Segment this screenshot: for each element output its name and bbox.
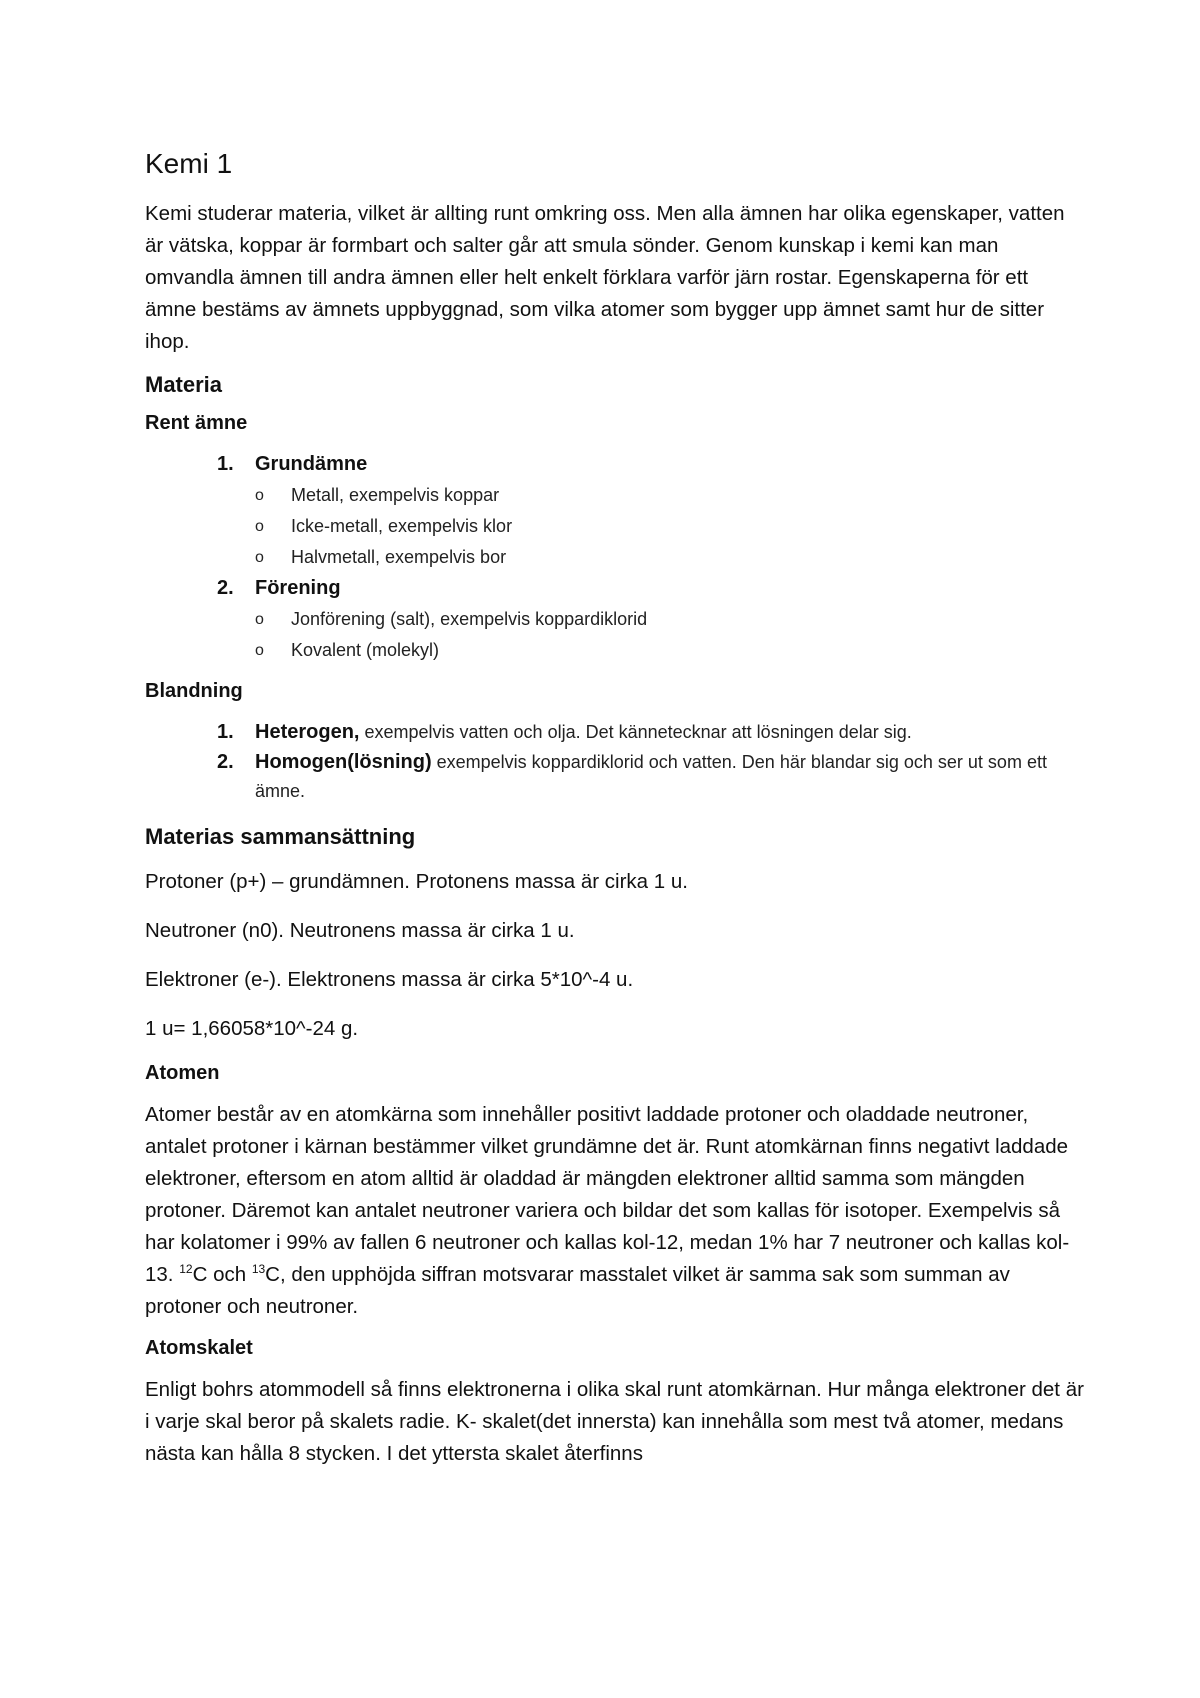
list-number: 2.: [217, 577, 234, 599]
heading-atomskalet: Atomskalet: [145, 1337, 253, 1359]
heading-rent-amne: Rent ämne: [145, 412, 248, 434]
heading-blandning: Blandning: [145, 680, 243, 702]
document-page: [145, 148, 1085, 1484]
bullet-icon: o: [255, 549, 264, 566]
list-item: o Jonförening (salt), exempelvis koppardiklorid: [255, 604, 1085, 635]
list-item: o Halvmetall, exempelvis bor: [255, 542, 1085, 573]
superscript-13: 13: [251, 1262, 266, 1277]
atommassa-line: 1 u= 1,66058*10^-24 g.: [145, 1017, 359, 1040]
list-item-forening: [145, 573, 1085, 666]
list-label: Homogen(lösning): [255, 751, 432, 773]
protoner-line: Protoner (p+) – grundämnen. Protonens massa är cirka 1 u.: [145, 870, 688, 893]
list-item-heterogen: [145, 717, 1085, 748]
list-item: o Icke-metall, exempelvis klor: [255, 511, 1085, 542]
page-title: Kemi 1: [145, 148, 233, 179]
bullet-icon: o: [255, 487, 264, 504]
heading-atomen: Atomen: [145, 1062, 220, 1084]
list-label: Heterogen,: [255, 721, 360, 743]
neutroner-line: Neutroner (n0). Neutronens massa är cirka 1 u.: [145, 919, 575, 942]
blandning-list: [145, 717, 1085, 806]
bullet-icon: o: [255, 611, 264, 628]
list-item: o Metall, exempelvis koppar: [255, 480, 1085, 511]
heading-materia: Materia: [145, 372, 223, 397]
intro-paragraph: Kemi studerar materia, vilket är allting runt omkring oss. Men alla ämnen har olika egenskaper, vatten är vätska, koppar är formbart och salter går att smula sönder. Genom kunskap i kemi kan man omvandla ämnen till andra ämnen eller helt enkelt förklara varför järn rostar. Egenskaperna för ett ämne bestäms av ämnets uppbyggnad, som vilka atomer som bygger upp ämnet samt hur de sitter ihop.: [145, 202, 1065, 353]
heading-sammansattning: Materias sammansättning: [145, 824, 416, 849]
list-number: 1.: [217, 721, 234, 743]
list-label: Grundämne: [255, 453, 368, 475]
list-text: exempelvis koppardiklorid och vatten. Den här blandar sig och ser ut som ett ämne.: [255, 752, 1047, 801]
list-number: 2.: [217, 751, 234, 773]
list-item: o Kovalent (molekyl): [255, 635, 1085, 666]
list-item-grundamne: [145, 449, 1085, 573]
list-label: Förening: [255, 577, 341, 599]
list-number: 1.: [217, 453, 234, 475]
atomen-paragraph: Atomer består av en atomkärna som innehåller positivt laddade protoner och oladdade neutroner, antalet protoner i kärnan bestämmer vilket grundämne det är. Runt atomkärnan finns negativt laddade elektroner, eftersom en atom alltid är oladdad är mängden elektroner alltid samma som mängden protoner. Däremot kan antalet neutroner variera och bildar det som kallas för isotoper. Exempelvis så har kolatomer i 99% av fallen 6 neutroner och kallas kol-12, medan 1% har 7 neutroner och kallas kol-13. $^{12}$C och $^{13}$C, den upphöjda siffran motsvarar masstalet vilket är samma sak som summan av protoner och neutroner.: [145, 1103, 1070, 1318]
atomskalet-paragraph: Enligt bohrs atommodell så finns elektronerna i olika skal runt atomkärnan. Hur många elektroner det är i varje skal beror på skalets radie. K- skalet(det innersta) kan innehålla som mest två atomer, medans nästa kan hålla 8 stycken. I det yttersta skalet återfinns: [145, 1378, 1084, 1465]
rent-amne-list: [145, 449, 1085, 666]
elektroner-line: Elektroner (e-). Elektronens massa är cirka 5*10^-4 u.: [145, 968, 634, 991]
bullet-icon: o: [255, 518, 264, 535]
list-item-homogen: [145, 748, 1085, 806]
forening-sublist: [255, 604, 1085, 666]
list-text: exempelvis vatten och olja. Det kännetecknar att lösningen delar sig.: [359, 722, 912, 742]
grundamne-sublist: [255, 480, 1085, 573]
bullet-icon: o: [255, 642, 264, 659]
superscript-12: 12: [179, 1262, 193, 1277]
